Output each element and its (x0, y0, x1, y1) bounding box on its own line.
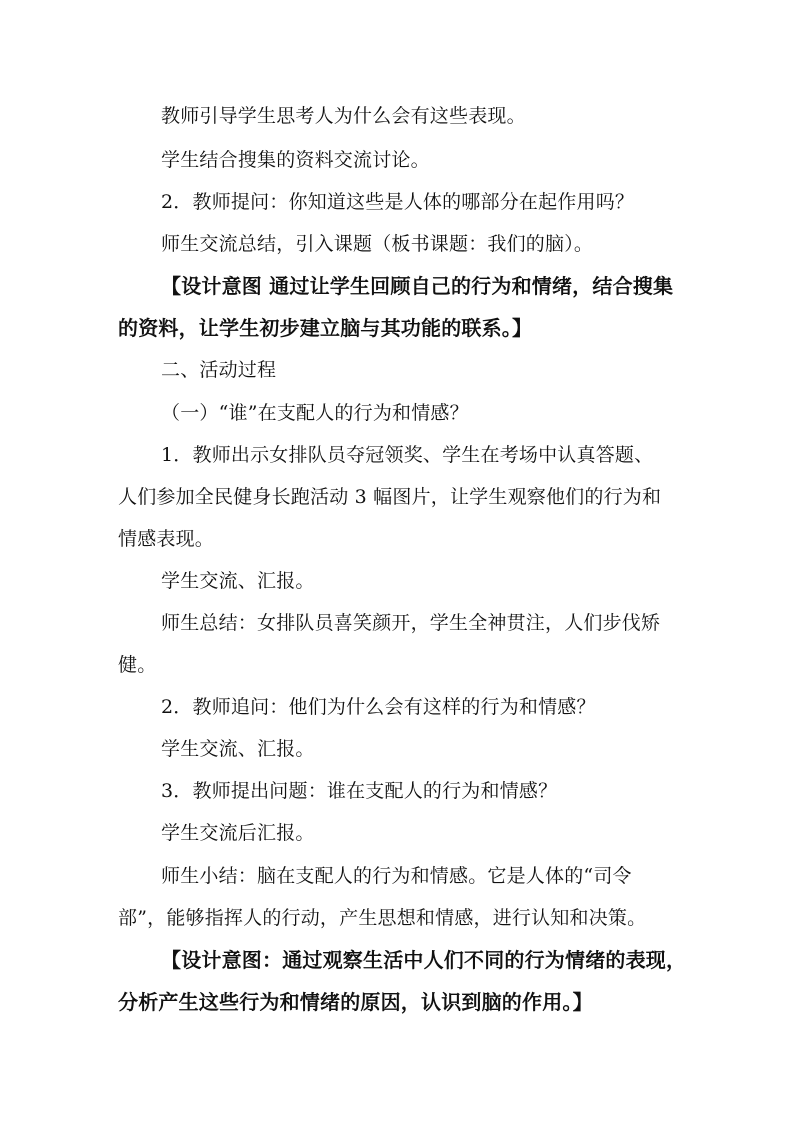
section-heading: 二、活动过程 (161, 359, 277, 381)
text-line: 2．教师追问：他们为什么会有这样的行为和情感？ (161, 696, 596, 718)
text-line: 3．教师提出问题：谁在支配人的行为和情感？ (161, 780, 558, 802)
text-line: 2．教师提问：你知道这些是人体的哪部分在起作用吗？ (161, 191, 635, 213)
text-line: 健。 (118, 654, 157, 676)
design-intent-text: 【设计意图：通过观察生活中人们不同的行为情绪的表现， (161, 948, 687, 972)
text-line: 学生交流后汇报。 (161, 822, 315, 844)
text-line: 情感表现。 (118, 528, 215, 550)
text-line: 师生交流总结，引入课题（板书课题：我们的脑）。 (161, 233, 594, 255)
text-line: 师生小结：脑在支配人的行为和情感。它是人体的“司令 (161, 865, 632, 887)
text-line: 学生结合搜集的资料交流讨论。 (161, 149, 430, 171)
design-intent-text: 分析产生这些行为和情绪的原因，认识到脑的作用。】 (118, 990, 593, 1014)
text-line: 师生总结：女排队员喜笑颜开，学生全神贯注，人们步伐矫 (161, 612, 661, 634)
subsection-heading: （一）“谁”在支配人的行为和情感？ (161, 402, 469, 424)
design-intent-text: 【设计意图 通过让学生回顾自己的行为和情绪，结合搜集 (161, 274, 674, 298)
design-intent-text: 的资料，让学生初步建立脑与其功能的联系。】 (118, 316, 533, 340)
text-line: 人们参加全民健身长跑活动 3 幅图片，让学生观察他们的行为和 (118, 486, 662, 508)
text-line: 部”，能够指挥人的行动，产生思想和情感，进行认知和决策。 (118, 907, 647, 929)
text-line: 学生交流、汇报。 (161, 570, 315, 592)
text-line: 学生交流、汇报。 (161, 738, 315, 760)
text-line: 1．教师出示女排队员夺冠领奖、学生在考场中认真答题、 (161, 444, 654, 466)
text-line: 教师引导学生思考人为什么会有这些表现。 (161, 105, 526, 127)
